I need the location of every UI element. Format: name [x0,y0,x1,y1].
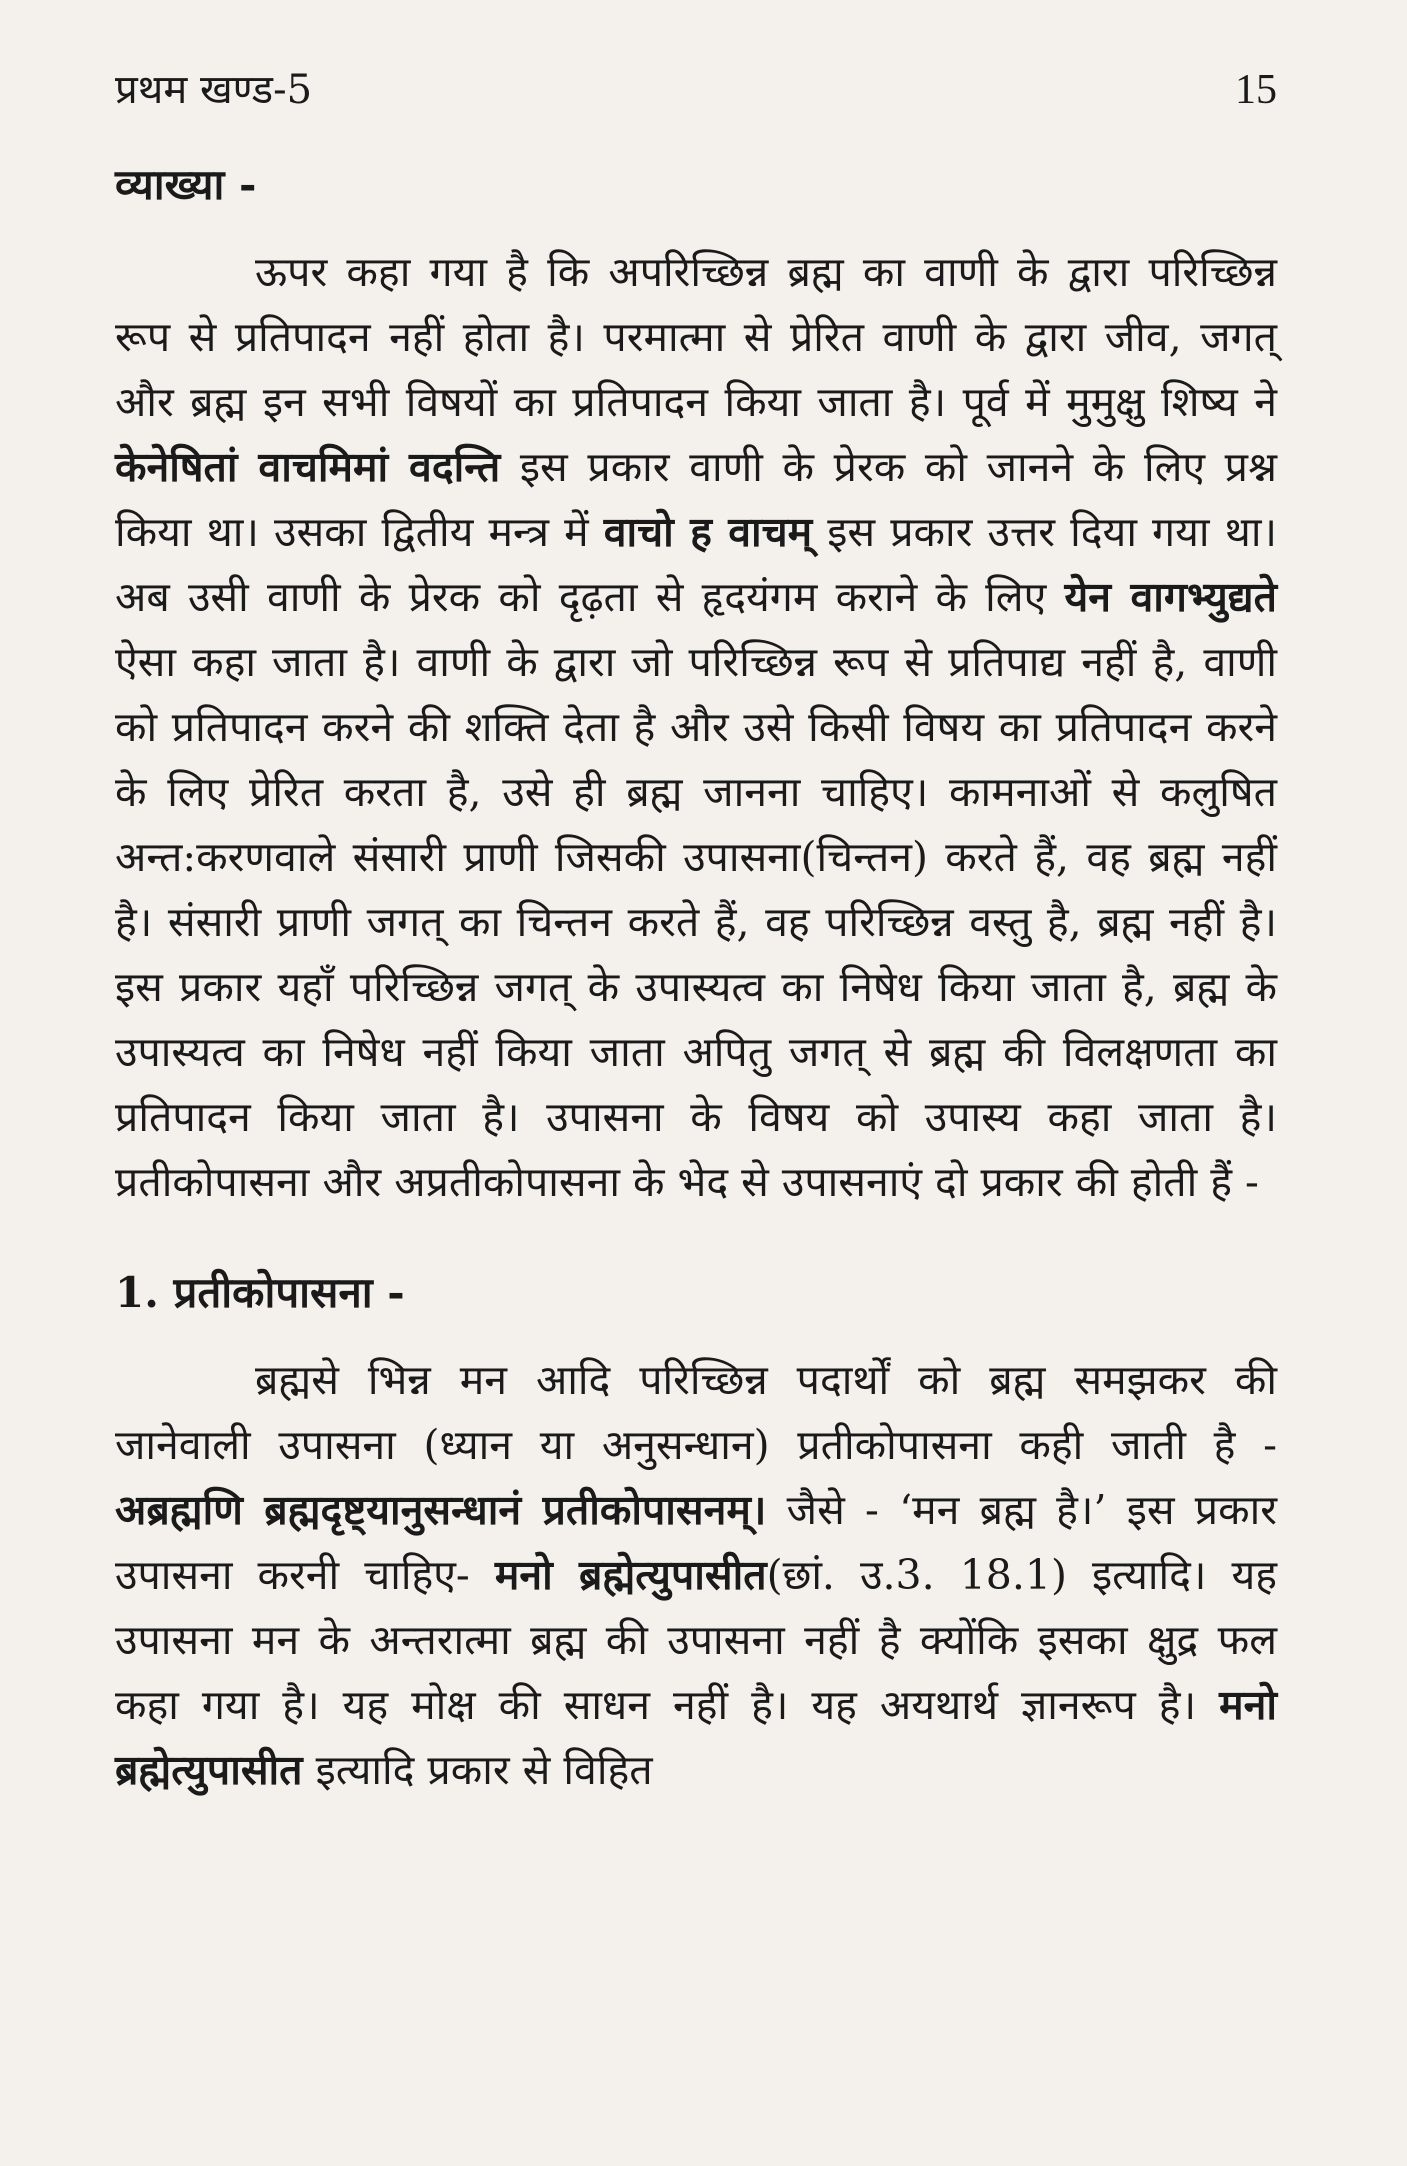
text-run: इस प्रकार उत्तर दिया गया था। अब उसी वाणी के प्रेरक को दृढ़ता से हृदयंगम कराने के लिए [115,508,1277,621]
bold-quote: मनो ब्रह्मेत्युपासीत [494,1551,767,1599]
bold-quote: वाचो ह वाचम् [603,508,813,556]
text-run: जैसे - ‘मन ब्रह्म है।’ इस प्रकार उपासना करनी चाहिए- [115,1486,1277,1599]
text-run: (छां. उ.3. 18.1) इत्यादि। यह उपासना मन के अन्तरात्मा ब्रह्म की उपासना नहीं है क्योंकि इसका क्षुद्र फल कहा गया है। यह मोक्ष की साधन नहीं है। यह अयथार्थ ज्ञानरूप है। [115,1551,1278,1729]
text-run: ऊपर कहा गया है कि अपरिच्छिन्न ब्रह्म का वाणी के द्वारा परिच्छिन्न रूप से प्रतिपादन नहीं होता है। परमात्मा से प्रेरित वाणी के द्वारा जीव, जगत् और ब्रह्म इन सभी विषयों का प्रतिपादन किया जाता है। पूर्व में मुमुक्षु शिष्य ने [115,248,1277,426]
paragraph-vyakhya [115,240,1277,1215]
bold-quote: येन वागभ्युद्यते [1064,573,1277,621]
running-title: प्रथम खण्ड-5 [115,67,313,113]
section-heading-pratikopasana: 1. प्रतीकोपासना - [115,1268,405,1317]
page-header [115,60,1277,115]
section-heading-vyakhya: व्याख्या - [115,160,257,209]
text-run: इत्यादि प्रकार से विहित [302,1746,653,1794]
text-run: ब्रह्मसे भिन्न मन आदि परिच्छिन्न पदार्थों को ब्रह्म समझकर की जानेवाली उपासना (ध्यान या अनुसन्धान) प्रतीकोपासना कही जाती है - [115,1356,1277,1469]
bold-quote: मनो ब्रह्मेत्युपासीत [115,1681,1277,1794]
text-run: ऐसा कहा जाता है। वाणी के द्वारा जो परिच्छिन्न रूप से प्रतिपाद्य नहीं है, वाणी को प्रतिपादन करने की शक्ति देता है और उसे किसी विषय का प्रतिपादन करने के लिए प्रेरित करता है, उसे ही ब्रह्म जानना चाहिए। कामनाओं से कलुषित अन्त:करणवाले संसारी प्राणी जिसकी उपासना(चिन्तन) करते हैं, वह ब्रह्म नहीं है। संसारी प्राणी जगत् का चिन्तन करते हैं, वह परिच्छिन्न वस्तु है, ब्रह्म नहीं है। इस प्रकार यहाँ परिच्छिन्न जगत् के उपास्यत्व का निषेध किया जाता है, ब्रह्म के उपास्यत्व का निषेध नहीं किया जाता अपितु जगत् से ब्रह्म की विलक्षणता का प्रतिपादन किया जाता है। उपासना के विषय को उपास्य कहा जाता है। प्रतीकोपासना और अप्रतीकोपासना के भेद से उपासनाएं दो प्रकार की होती हैं - [115,638,1277,1206]
bold-quote: केनेषितां वाचमिमां वदन्ति [115,443,501,491]
bold-quote: अब्रह्मणि ब्रह्मदृष्ट्यानुसन्धानं प्रतीकोपासनम्। [115,1486,767,1534]
text-run: इस प्रकार वाणी के प्रेरक को जानने के लिए प्रश्न किया था। उसका द्वितीय मन्त्र में [115,443,1277,556]
page-number: 15 [1235,67,1277,113]
paragraph-pratikopasana [115,1348,1277,1803]
